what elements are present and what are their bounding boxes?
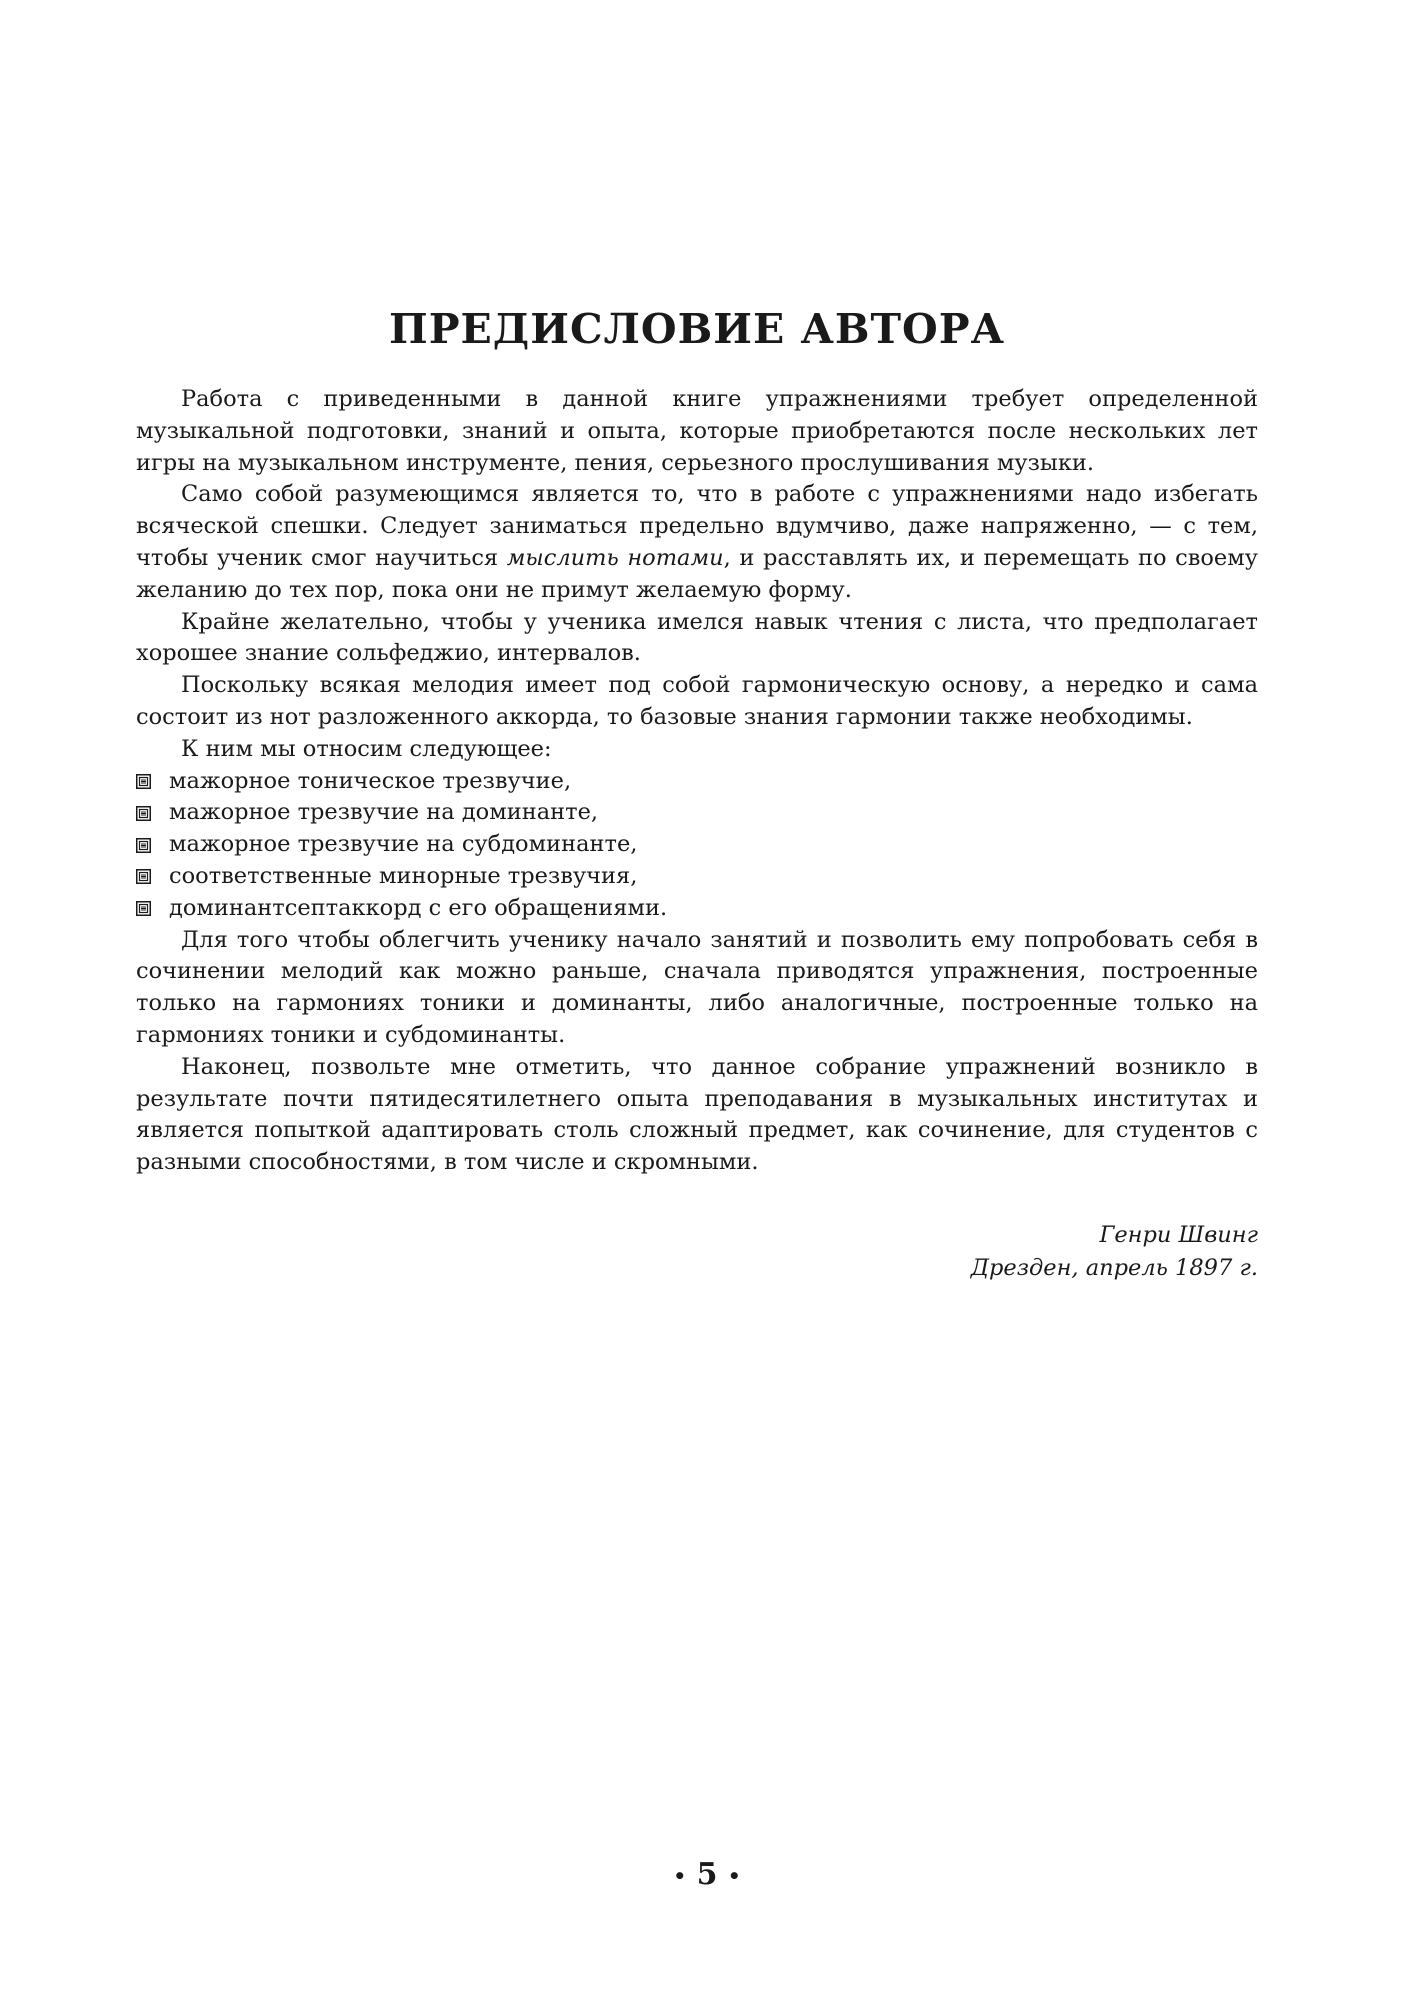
list-item-text: доминантсептаккорд с его обращениями. [169, 894, 668, 921]
paragraph-3: Крайне желательно, чтобы у ученика имелся навык чтения с листа, что предполагает хорошее знание сольфеджио, интервалов. [136, 608, 1258, 667]
list-item-text: мажорное тоническое трезвучие, [169, 767, 572, 794]
paragraph-6: Для того чтобы облегчить ученику начало занятий и позволить ему попробовать себя в сочинении мелодий как можно раньше, сначала приводятся упражнения, построенные только на гармониях тоники и доминанты, либо аналогичные, построенные только на гармониях тоники и субдоминанты. [136, 926, 1258, 1048]
paragraph-7: Наконец, позвольте мне отметить, что данное собрание упражнений возникло в результате почти пятидесятилетнего опыта преподавания в музыкальных институтах и является попыткой адаптировать столь сложный предмет, как сочинение, для студентов с разными способностями, в том числе и скромными. [136, 1053, 1258, 1176]
paragraph-1: Работа с приведенными в данной книге упражнениями требует определенной музыкальной подготовки, знаний и опыта, которые приобретаются после нескольких лет игры на музыкальном инструменте, пения, серьезного прослушивания музыки. [136, 386, 1258, 476]
list-item-text: мажорное трезвучие на субдоминанте, [169, 831, 638, 858]
list-item-text: мажорное трезвучие на доминанте, [169, 799, 599, 826]
paragraph-4: Поскольку всякая мелодия имеет под собой гармоническую основу, а нередко и сама состоит из нот разложенного аккорда, то базовые знания гармонии также необходимы. [136, 672, 1258, 730]
square-bullet-icon [136, 774, 151, 789]
page-number-ornament-left: • [673, 1864, 687, 1888]
page-title: ПРЕДИСЛОВИЕ АВТОРА [388, 305, 1005, 353]
square-bullet-icon [136, 838, 151, 853]
page-number [0, 1857, 1414, 1892]
harmony-list [136, 766, 1258, 925]
paragraph-2-emphasis: мыслить нотами [506, 544, 724, 571]
list-item [136, 766, 1258, 798]
signature-block [136, 1219, 1258, 1285]
list-item [136, 797, 1258, 829]
paragraph-2-part-2: , и расставлять их, и перемещать по своему желанию до тех пор, пока они не примут желаемую форму. [136, 544, 1258, 603]
page-number-ornament-right: • [727, 1864, 741, 1888]
signature-author: Генри Швинг [1099, 1221, 1258, 1248]
signature-place-date: Дрезден, апрель 1897 г. [970, 1254, 1258, 1281]
list-item [136, 893, 1258, 925]
square-bullet-icon [136, 869, 151, 884]
list-item-text: соответственные минорные трезвучия, [169, 862, 638, 889]
paragraph-5: К ним мы относим следующее: [181, 735, 552, 762]
list-item [136, 861, 1258, 893]
page-number-value: 5 [696, 1857, 718, 1892]
document-page [136, 300, 1258, 1285]
square-bullet-icon [136, 901, 151, 916]
paragraph-2 [136, 479, 1258, 606]
paragraph-2-part-1: Само собой разумеющимся является то, что в работе с упражнениями надо избегать всяческой спешки. Следует заниматься предельно вдумчиво, даже напряженно, — с тем, чтобы ученик смог научиться [136, 481, 1258, 571]
list-item [136, 829, 1258, 861]
square-bullet-icon [136, 806, 151, 821]
